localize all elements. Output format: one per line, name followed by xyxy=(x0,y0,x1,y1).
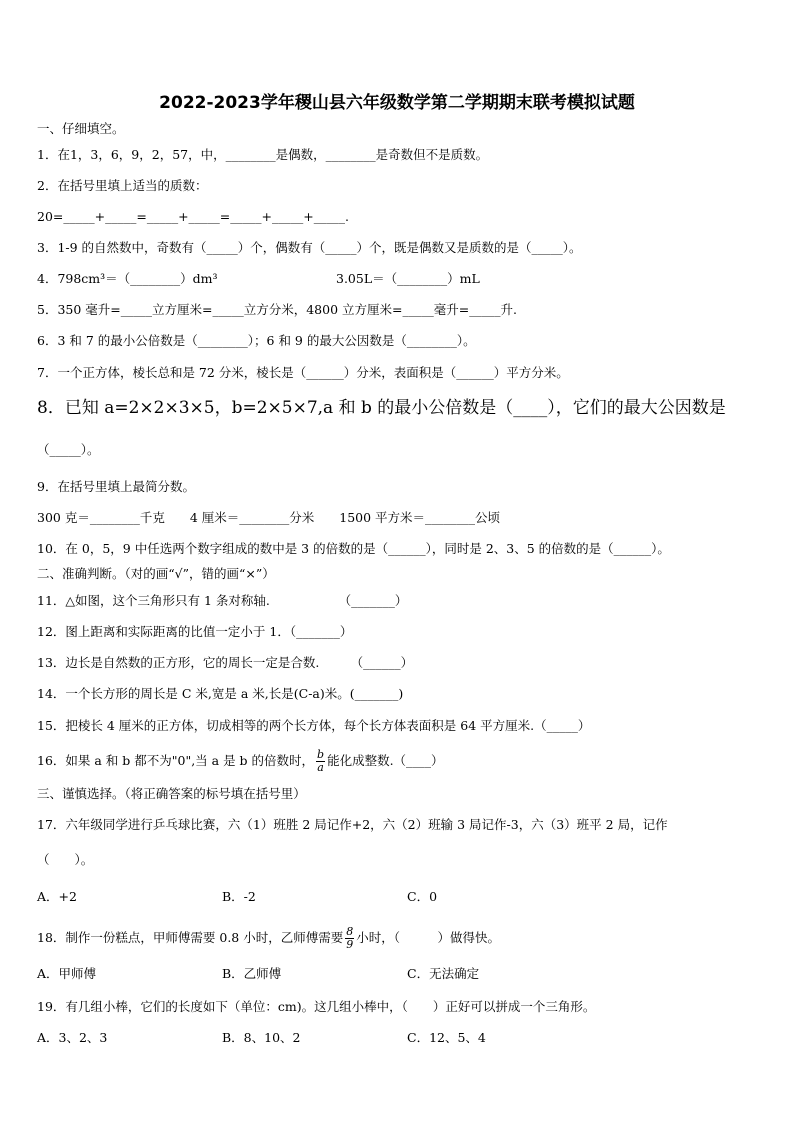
question-10: 10．在 0，5，9 中任选两个数字组成的数中是 3 的倍数的是（______），同时是 2、3、5 的倍数的是（______）。 xyxy=(37,541,670,556)
option-18-c: C．无法确定 xyxy=(407,966,480,981)
question-6: 6．3 和 7 的最小公倍数是（________）；6 和 9 的最大公因数是（________）。 xyxy=(37,333,476,348)
option-17-a: A．+2 xyxy=(37,889,77,904)
question-4-part-a: 4．798cm³＝（________）dm³ xyxy=(37,271,218,286)
question-2: 2．在括号里填上适当的质数： xyxy=(37,178,208,193)
option-17-c: C．0 xyxy=(407,889,438,904)
question-4-part-b: 3.05L＝（________）mL xyxy=(336,271,480,286)
question-3: 3．1-9 的自然数中，奇数有（_____）个，偶数有（_____）个，既是偶数又是质数的是（_____）。 xyxy=(37,240,582,255)
question-8: 8．已知 a=2×2×3×5，b=2×5×7,a 和 b 的最小公倍数是（____），它们的最大公因数是 xyxy=(37,398,726,418)
question-8-continued: （_____）。 xyxy=(37,442,100,457)
question-18 xyxy=(37,923,500,953)
section-heading-judge: 二、准确判断。（对的画“√”，错的画“×”） xyxy=(37,566,275,581)
question-11: 11．△如图，这个三角形只有 1 条对称轴. （_______） xyxy=(37,593,408,608)
question-5: 5．350 毫升=_____立方厘米=_____立方分米，4800 立方厘米=_____毫升=_____升. xyxy=(37,302,517,317)
question-7: 7．一个正方体，棱长总和是 72 分米，棱长是（______）分米，表面积是（______）平方分米。 xyxy=(37,365,569,380)
question-9: 9．在括号里填上最简分数。 xyxy=(37,479,195,494)
option-19-c: C．12、5、4 xyxy=(407,1030,486,1045)
option-19-a: A．3、2、3 xyxy=(37,1030,108,1045)
question-9-blanks: 300 克＝________千克 4 厘米＝________分米 1500 平方米＝________公顷 xyxy=(37,510,501,525)
question-16-text-end: 能化成整数.（____） xyxy=(327,753,444,768)
fraction-b-over-a xyxy=(316,749,325,774)
option-18-a: A．甲师傅 xyxy=(37,966,97,981)
question-12: 12．图上距离和实际距离的比值一定小于 1．（_______） xyxy=(37,624,353,639)
fraction-numerator: 8 xyxy=(346,925,354,938)
option-18-b: B．乙师傅 xyxy=(222,966,282,981)
question-13: 13．边长是自然数的正方形，它的周长一定是合数. （______） xyxy=(37,655,414,670)
option-19-b: B．8、10、2 xyxy=(222,1030,301,1045)
section-heading-choice: 三、谨慎选择。（将正确答案的标号填在括号里） xyxy=(37,786,306,801)
page-title: 2022-2023学年稷山县六年级数学第二学期期末联考模拟试题 xyxy=(159,93,635,113)
fraction-denominator: a xyxy=(317,761,324,774)
section-heading-fill: 一、仔细填空。 xyxy=(37,121,125,136)
question-16-text: 16．如果 a 和 b 都不为"0",当 a 是 b 的倍数时， xyxy=(37,753,315,768)
question-17: 17．六年级同学进行乒乓球比赛，六（1）班胜 2 局记作+2，六（2）班输 3 局记作-3，六（3）班平 2 局，记作 xyxy=(37,817,668,832)
question-1: 1．在1，3，6，9，2，57，中，________是偶数，________是奇数但不是质数。 xyxy=(37,147,489,162)
question-18-text: 18．制作一份糕点，甲师傅需要 0.8 小时，乙师傅需要 xyxy=(37,930,344,945)
question-17-continued: （ ）。 xyxy=(37,852,94,867)
question-2-blanks: 20=_____+_____=_____+_____=_____+_____+_____. xyxy=(37,209,349,224)
question-14: 14．一个长方形的周长是 C 米,宽是 a 米,长是(C-a)米。(_______) xyxy=(37,686,404,701)
option-17-b: B．-2 xyxy=(222,889,256,904)
fraction-denominator: 9 xyxy=(346,938,354,951)
question-18-text-end: 小时，（ ）做得快。 xyxy=(356,930,500,945)
question-19: 19．有几组小棒，它们的长度如下（单位：cm)。这几组小棒中，（ ）正好可以拼成一个三角形。 xyxy=(37,999,596,1014)
question-16 xyxy=(37,746,444,776)
fraction-8-over-9 xyxy=(345,926,354,951)
fraction-numerator: b xyxy=(317,748,325,761)
question-15: 15．把棱长 4 厘米的正方体，切成相等的两个长方体，每个长方体表面积是 64 平方厘米.（_____） xyxy=(37,718,591,733)
